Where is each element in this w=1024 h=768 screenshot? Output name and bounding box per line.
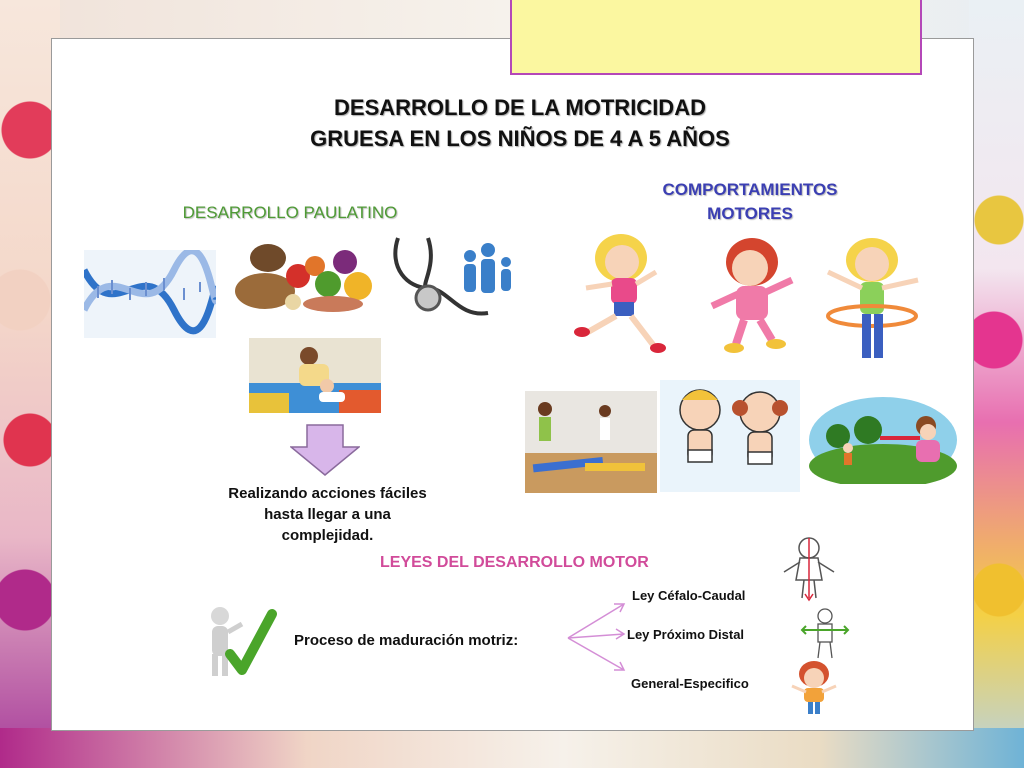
general-especifico-figure-image xyxy=(788,660,840,716)
proximo-distal-figure-image xyxy=(800,606,850,660)
baby-crawling-image xyxy=(249,338,381,413)
laws-heading: LEYES DEL DESARROLLO MOTOR xyxy=(380,554,649,571)
kids-playground-image xyxy=(808,396,958,484)
figure-checkmark-image xyxy=(200,602,278,682)
law-proximo-distal: Ley Próximo Distal xyxy=(627,627,745,642)
heading-line-2: MOTORES xyxy=(707,204,793,223)
background-bottom-decoration xyxy=(0,728,1024,768)
title-line-2: GRUESA EN LOS NIÑOS DE 4 A 5 AÑOS xyxy=(310,126,730,151)
branch-arrows-icon xyxy=(566,596,630,676)
kids-balance-beam-image xyxy=(525,391,657,493)
girl-hula-hoop-image xyxy=(822,232,926,374)
action-text-line-1: Realizando acciones fáciles xyxy=(228,485,427,502)
heading-comportamientos-motores xyxy=(630,178,870,226)
arrow-down-icon xyxy=(290,424,360,476)
background-right-decoration xyxy=(969,0,1024,768)
dna-image xyxy=(84,250,216,338)
process-label: Proceso de maduración motriz: xyxy=(294,632,519,649)
title-line-1: DESARROLLO DE LA MOTRICIDAD xyxy=(334,95,706,120)
action-text-line-3: complejidad. xyxy=(281,527,374,544)
girl-dancing-image xyxy=(700,232,804,356)
kids-cartoon-image xyxy=(660,380,800,492)
heading-desarrollo-paulatino: DESARROLLO PAULATINO xyxy=(182,203,398,222)
action-text xyxy=(205,483,450,546)
girl-running-image xyxy=(566,228,668,358)
food-image xyxy=(233,236,381,316)
stethoscope-family-image xyxy=(388,228,524,324)
page-title xyxy=(220,92,820,154)
yellow-note-box xyxy=(510,0,922,75)
heading-line-1: COMPORTAMIENTOS xyxy=(662,180,838,199)
action-text-line-2: hasta llegar a una xyxy=(264,506,391,523)
cefalo-caudal-figure-image xyxy=(778,534,840,602)
law-cefalo-caudal: Ley Céfalo-Caudal xyxy=(632,588,746,603)
law-general-especifico: General-Especifico xyxy=(631,676,749,691)
